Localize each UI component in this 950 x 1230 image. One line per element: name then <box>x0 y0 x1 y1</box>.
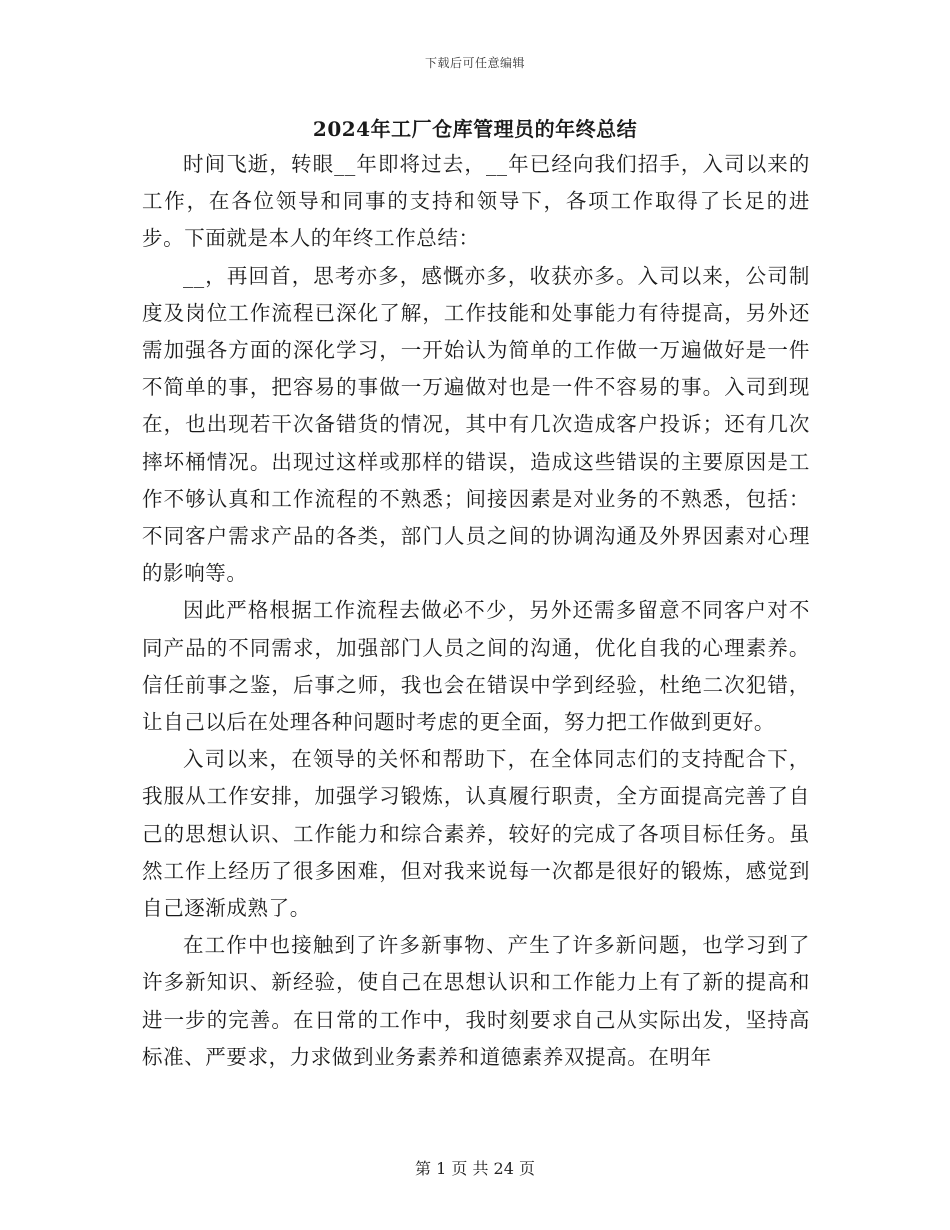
paragraph-2: __，再回首，思考亦多，感慨亦多，收获亦多。入司以来，公司制度及岗位工作流程已深化了解，工作技能和处事能力有待提高，另外还需加强各方面的深化学习，一开始认为简单的工作做一万遍做好是一件不简单的事，把容易的事做一万遍做对也是一件不容易的事。入司到现在，也出现若干次备错货的情况，其中有几次造成客户投诉；还有几次摔坏桶情况。出现过这样或那样的错误，造成这些错误的主要原因是工作不够认真和工作流程的不熟悉；间接因素是对业务的不熟悉，包括：不同客户需求产品的各类，部门人员之间的协调沟通及外界因素对心理的影响等。 <box>142 263 810 586</box>
paragraph-5: 在工作中也接触到了许多新事物、产生了许多新问题，也学习到了许多新知识、新经验，使自己在思想认识和工作能力上有了新的提高和进一步的完善。在日常的工作中，我时刻要求自己从实际出发，坚持高标准、严要求，力求做到业务素养和道德素养双提高。在明年 <box>142 933 810 1069</box>
document-title: 2024年工厂仓库管理员的年终总结 <box>312 117 638 141</box>
paragraph-4: 入司以来，在领导的关怀和帮助下，在全体同志们的支持配合下，我服从工作安排，加强学习锻炼，认真履行职责，全方面提高完善了自己的思想认识、工作能力和综合素养，较好的完成了各项目标任务。虽然工作上经历了很多困难，但对我来说每一次都是很好的锻炼，感觉到自己逐渐成熟了。 <box>142 747 810 921</box>
header-note: 下载后可任意编辑 <box>424 56 525 70</box>
paragraph-1: 时间飞逝，转眼__年即将过去，__年已经向我们招手，入司以来的工作，在各位领导和同事的支持和领导下，各项工作取得了长足的进步。下面就是本人的年终工作总结： <box>142 152 810 251</box>
document-body <box>142 146 810 1076</box>
page-footer: 第 1 页 共 24 页 <box>415 1159 535 1178</box>
paragraph-3: 因此严格根据工作流程去做必不少，另外还需多留意不同客户对不同产品的不同需求，加强部门人员之间的沟通，优化自我的心理素养。信任前事之鉴，后事之师，我也会在错误中学到经验，杜绝二次犯错，让自己以后在处理各种问题时考虑的更全面，努力把工作做到更好。 <box>142 598 810 735</box>
